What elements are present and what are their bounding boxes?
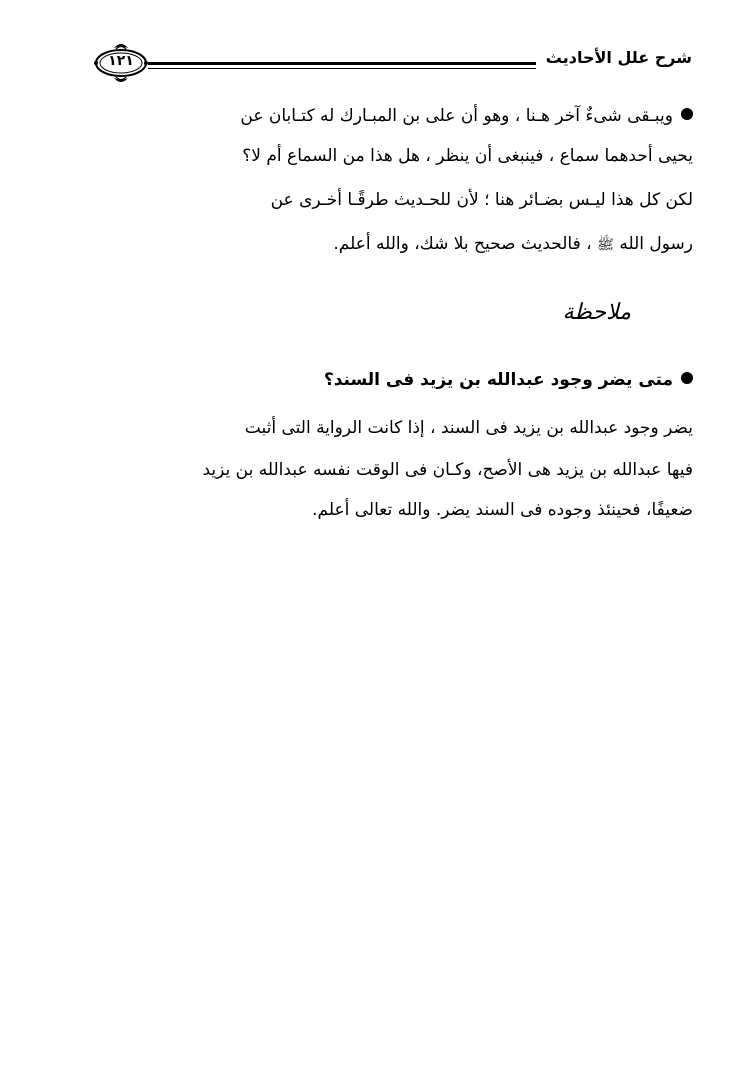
note-heading [511, 293, 631, 343]
question-line: متى يضر وجود عبدالله بن يزيد فى السند؟ [93, 364, 693, 396]
header-rule [148, 62, 536, 65]
header-rule-thin [148, 68, 536, 69]
answer-line-3: ضعيفًا، فحينئذ وجوده فى السند يضر. والله تعالى أعلم. [312, 500, 693, 520]
salawat-symbol: ﷺ [597, 237, 614, 253]
answer-line-1: يضر وجود عبدالله بن يزيد فى السند ، إذا كانت الرواية التى أثبت [244, 418, 693, 438]
header-title: شرح علل الأحاديث [545, 48, 692, 67]
paragraph-1-line-1: ويبـقى شىءٌ آخر هـنا ، وهو أن على بن المبـارك له كتـابان عن [93, 100, 693, 132]
paragraph-2-line-1: لكن كل هذا ليـس بضـائر هنا ؛ لأن للحـديث طرقًـا أخـرى عن [270, 190, 693, 210]
bullet-icon [681, 108, 693, 120]
page-number: ١٢١ [108, 53, 134, 69]
note-heading-text: ملاحظة [562, 300, 631, 325]
page-header [92, 38, 692, 88]
bullet-icon [681, 372, 693, 384]
page-number-badge [92, 38, 150, 86]
answer-line-2: فيها عبدالله بن يزيد هى الأصح، وكـان فى الوقت نفسه عبدالله بن يزيد [202, 460, 693, 480]
paragraph-2-line-2: رسول الله ﷺ ، فالحديث صحيح بلا شك، والله أعلم. [333, 234, 693, 254]
paragraph-1-line-2: يحيى أحدهما سماع ، فينبغى أن ينظر ، هل هذا من السماع أم لا؟ [242, 146, 693, 166]
